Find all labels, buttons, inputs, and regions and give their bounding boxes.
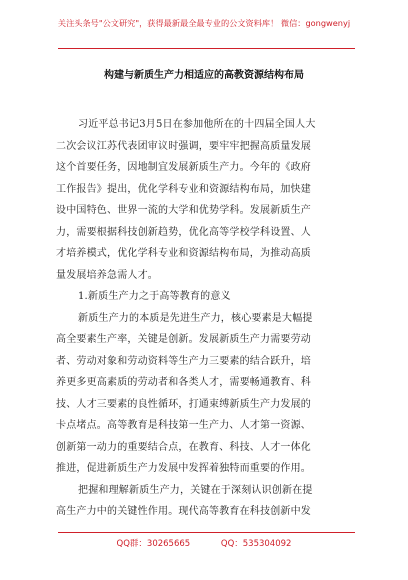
paragraph-line: 卡点堵点。高等教育是科技第一生产力、人才第一资源、 [56, 420, 311, 431]
section-heading: 1.新质生产力之于高等教育的意义 [78, 291, 231, 302]
paragraph-line: 高生产力中的关键性作用。现代高等教育在科技创新中发 [56, 506, 311, 517]
paragraph-line: 习近平总书记3月5日在参加他所在的十四届全国人大 [78, 119, 316, 130]
footer-qq: QQ：535304092 [220, 539, 292, 549]
footer-divider [58, 532, 355, 533]
paragraph-line: 量发展培养急需人才。 [56, 269, 158, 281]
document-body [56, 114, 356, 523]
paragraph-line: 养更多更高素质的劳动者和各类人才，需要畅通教育、科 [56, 377, 311, 388]
paragraph-line: 高全要素生产率，关键是创新。发展新质生产力需要劳动 [56, 334, 311, 345]
header-divider [58, 48, 355, 49]
paragraph-line: 设中国特色、世界一流的大学和优势学科。发展新质生产 [56, 205, 311, 216]
paragraph-line: 才培养模式，优化学科专业和资源结构布局，为推动高质 [56, 248, 311, 259]
paragraph-line: 把握和理解新质生产力，关键在于深刻认识创新在提 [78, 484, 313, 496]
paragraph-line: 二次会议江苏代表团审议时强调，要牢牢把握高质量发展 [56, 140, 311, 152]
paragraph-line: 力，需要根据科技创新趋势，优化高等学校学科设置、人 [56, 226, 311, 238]
document-title: 构建与新质生产力相适应的高教资源结构布局 [104, 70, 304, 81]
paragraph-line: 工作报告》提出，优化学科专业和资源结构布局，加快建 [56, 183, 311, 195]
paragraph-line: 新质生产力的本质是先进生产力，核心要素是大幅提 [78, 312, 313, 324]
paragraph-line: 者、劳动对象和劳动资料等生产力三要素的结合跃升，培 [56, 355, 311, 367]
header-notice: 关注头条号"公文研究"，获得最新最全最专业的公文资料库！ 微信：gongwenyj [57, 18, 351, 28]
footer-qq-group: QQ群：30265665 [116, 539, 191, 549]
footer-contact [0, 537, 408, 549]
paragraph-line: 推进，促进新质生产力发展中发挥着独特而重要的作用。 [56, 463, 311, 474]
paragraph-line: 创新第一动力的重要结合点，在教育、科技、人才一体化 [56, 441, 311, 453]
paragraph-line: 这个首要任务，因地制宜发展新质生产力。今年的《政府 [56, 162, 311, 173]
paragraph-line: 技、人才三要素的良性循环，打通束缚新质生产力发展的 [56, 398, 311, 410]
